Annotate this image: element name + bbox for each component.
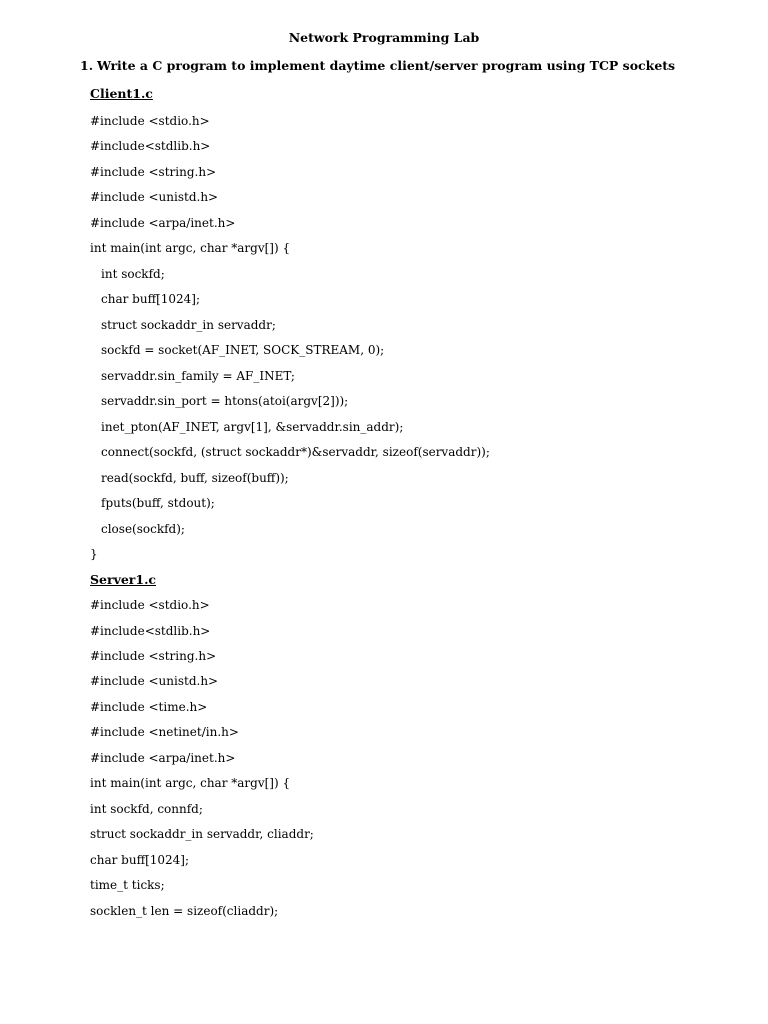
server-code-line: int sockfd, connfd;: [90, 802, 203, 816]
client-code-line: read(sockfd, buff, sizeof(buff));: [101, 471, 289, 485]
client-code-line: int sockfd;: [101, 267, 165, 281]
client-code-line: servaddr.sin_family = AF_INET;: [101, 369, 295, 383]
server-file-heading: Server1.c: [90, 572, 157, 587]
server-code-line: #include <unistd.h>: [90, 674, 219, 688]
server-code-line: #include<stdlib.h>: [90, 624, 211, 638]
client-file-heading: Client1.c: [90, 86, 153, 101]
client-code-line: char buff[1024];: [101, 292, 201, 306]
server-code-line: int main(int argc, char *argv[]) {: [90, 776, 291, 790]
server-code-line: time_t ticks;: [90, 878, 165, 892]
client-code-line: int main(int argc, char *argv[]) {: [90, 241, 291, 255]
question-number: 1.: [80, 58, 94, 73]
server-code-line: #include <time.h>: [90, 700, 208, 714]
server-code-line: #include <string.h>: [90, 649, 217, 663]
question-text: Write a C program to implement daytime client/server program using TCP sockets: [97, 58, 676, 73]
client-code-line: #include<stdlib.h>: [90, 139, 211, 153]
client-code-line: sockfd = socket(AF_INET, SOCK_STREAM, 0);: [101, 343, 385, 357]
client-code-line: #include <unistd.h>: [90, 190, 219, 204]
client-code-line: #include <string.h>: [90, 165, 217, 179]
server-code-line: #include <stdio.h>: [90, 598, 210, 612]
client-code-line: #include <stdio.h>: [90, 114, 210, 128]
client-code-line: inet_pton(AF_INET, argv[1], &servaddr.sin_addr);: [101, 420, 404, 434]
client-code-line: close(sockfd);: [101, 522, 185, 536]
server-code-line: socklen_t len = sizeof(cliaddr);: [90, 904, 279, 918]
client-code-line: servaddr.sin_port = htons(atoi(argv[2]));: [101, 394, 349, 408]
server-code-line: char buff[1024];: [90, 853, 190, 867]
question-1: [80, 58, 675, 73]
server-code-line: struct sockaddr_in servaddr, cliaddr;: [90, 827, 314, 841]
client-code-line: connect(sockfd, (struct sockaddr*)&servaddr, sizeof(servaddr));: [101, 445, 490, 459]
server-code-line: #include <netinet/in.h>: [90, 725, 239, 739]
document-title: Network Programming Lab: [288, 30, 480, 45]
server-code-line: #include <arpa/inet.h>: [90, 751, 236, 765]
client-code-line: #include <arpa/inet.h>: [90, 216, 236, 230]
client-code-line: fputs(buff, stdout);: [101, 496, 215, 510]
client-code-line: struct sockaddr_in servaddr;: [101, 318, 276, 332]
client-code-line: }: [90, 547, 98, 561]
